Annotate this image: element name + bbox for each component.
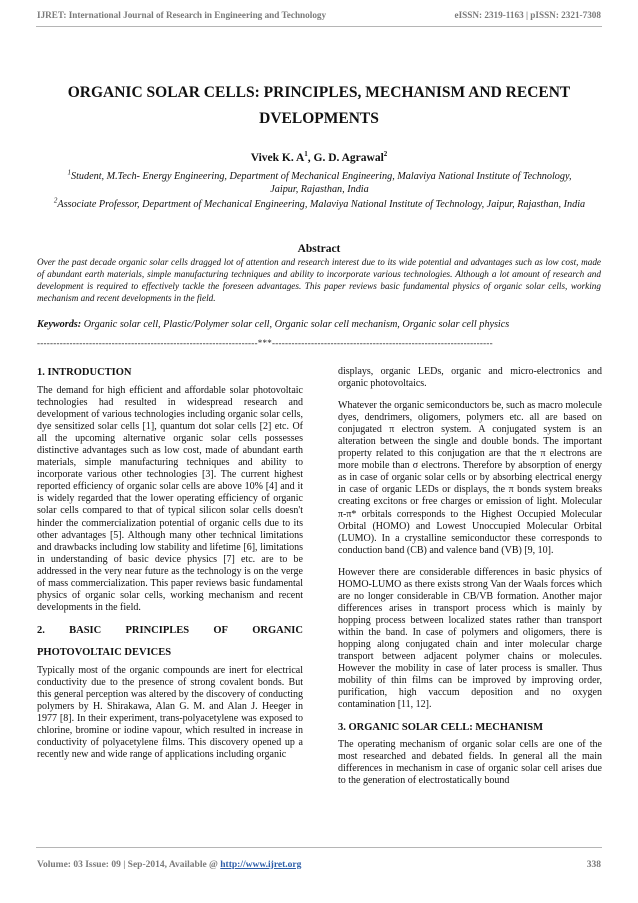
authors [0,152,638,164]
section-3-paragraph: The operating mechanism of organic solar cells are one of the most researched and debated fields. In general all the main differences in mechanism in case of organic solar cell arises due to the generation of electrostatically bound [338,739,602,787]
abstract-text: Over the past decade organic solar cells dragged lot of attention and research interest due to its wide potential and advantages such as low cost, made of abundant earth materials, simple manufacturing techniques and ability to incorporate various technologies. Although a lot amount of research and development is required to effectively tackle the foreseen advantages. This paper reviews basic fundamental physics of organic solar cells, working mechanism and recent developments in the field. [37,257,601,304]
section-2-heading-word: ORGANIC [252,624,303,636]
keywords [37,318,601,331]
footer-volume [37,860,301,870]
section-2-heading-line-2: PHOTOVOLTAIC DEVICES [37,646,172,658]
title-line-1: ORGANIC SOLAR CELLS: PRINCIPLES, MECHANISM AND RECENT [67,84,571,101]
footer-volume-text: Volume: 03 Issue: 09 | Sep-2014, Available @ [37,860,221,870]
author-1-sup: 1 [304,150,308,159]
section-1-paragraph: The demand for high efficient and affordable solar photovoltaic technologies had resulted in widespread research and development of various technologies including organic solar cells, dye sensitized solar cells [1], quantum dot solar cells [2] etc. Of all the upcoming alternative organic solar cells possesses distinctive advantages such as low cost, made of abundant earth materials, simple manufacturing techniques and ability to incorporate various other technologies [3]. The current highest reported efficiency of organic solar cells are above 10% [4] and it is widely regarded that the lower operating efficiency of organic solar cells compared to that of typical silicon solar cells doesn't hinder the commercialization potential of organic cells due to its other advantages [5]. Although many other technical limitations and drawbacks including low stability and lifetime [6], limitations in understanding of basic device physics [7] etc. are to be addressed in the very near future as the technology is on the verge of mass commercialization. This paper reviews basic fundamental physics of organic solar cells, working mechanism and recent developments in the field. [37,385,303,613]
affiliation-1-text: Student, M.Tech- Energy Engineering, Department of Mechanical Engineering, Malaviya National Institute of Technology, Jaipur, Rajasthan, India [70,171,572,195]
section-divider: --------------------------------------------------------------------***-------------------------------------------------------------------- [37,338,493,348]
keywords-text: Organic solar cell, Plastic/Polymer solar cell, Organic solar cell mechanism, Organic solar cell physics [81,319,510,330]
author-2: G. D. Agrawal [313,152,384,164]
section-2-heading-word: BASIC [69,624,102,636]
title-line-2: DVELOPMENTS [259,110,379,127]
section-1-heading: 1. INTRODUCTION [37,367,132,378]
right-column [338,366,602,797]
section-3-heading: 3. ORGANIC SOLAR CELL: MECHANISM [338,722,544,734]
paragraph-conjugated-systems: Whatever the organic semiconductors be, such as macro molecule dyes, dendrimers, oligomers, polymers etc. all are based on conjugated π electron system. A conjugated system is an alteration between the single and double bonds. The important property related to this conjugation are that the π electrons are more mobile than σ electrons. Therefore by absorption of energy as in case of organic solar cells or by absorbing electrical energy in case of organic LEDs or displays, the π bonds system breaks creating excitons or free charges or emission of light. Molecular π-π* orbitals corresponds to the Highest Occupied Molecular Orbital (HOMO) and Lowest Unoccupied Molecular Orbital (LUMO). In a crystalline semiconductor these corresponds to conduction band (CB) and valence band (VB) [9, 10]. [338,400,602,556]
paper-title [30,80,608,132]
affiliation-2 [48,198,591,211]
author-1: Vivek K. A [250,152,305,164]
header-rule [36,26,602,27]
author-separator: , [307,152,314,164]
journal-header: IJRET: International Journal of Research in Engineering and Technology [37,10,327,20]
footer-rule [36,847,602,848]
left-column [37,366,303,771]
keywords-label: Keywords: [37,319,82,330]
paragraph-homo-lumo: However there are considerable differences in basic physics of HOMO-LUMO as there exists strong Van der Waals forces which are no longer considerable in CB/VB formation. Another major differences arises in transport process which is mainly by hopping process between localized states rather than transport within the band. In case of polymers and oligomers, there is hopping along conjugated chain and inter molecular charge transport between adjacent polymer chains or molecules. However the mobility in case of later process is smaller. Thus mobility of thin films can be improved by improving order, purification, high vaccum deposition and no oxygen contamination [11, 12]. [338,566,602,711]
footer-link[interactable]: http://www.ijret.org [220,860,302,870]
issn-header: eISSN: 2319-1163 | pISSN: 2321-7308 [454,10,601,20]
section-2-heading-word: OF [213,624,228,636]
section-2-heading-line-1 [37,624,303,637]
page-number: 338 [586,860,601,870]
section-2-paragraph: Typically most of the organic compounds are inert for electrical conductivity due to the presence of strong covalent bonds. But this general perception was altered by the discovery of conducting polymers by H. Shirakawa, Alan G. M. and Alan J. Heeger in 1977 [8]. In their experiment, trans-polyacetylene was exposed to chlorine, bromine or iodine vapour, which resulted in increase in conductivity of polyacetylene films. This discovery opened up a recently new and wide range of applications including organic [37,664,303,761]
paragraph-displays: displays, organic LEDs, organic and micro-electronics and organic photovoltaics. [338,366,602,390]
affiliation-1-sup: 1 [67,168,71,177]
affiliation-2-text: Associate Professor, Department of Mechanical Engineering, Malaviya National Institute of Technology, Jaipur, Rajasthan, India [57,199,586,210]
author-2-sup: 2 [383,150,388,159]
affiliation-2-sup: 2 [53,196,58,205]
section-2-heading-word: 2. [37,624,45,636]
affiliation-1 [62,170,577,196]
section-2-heading-word: PRINCIPLES [125,624,190,636]
abstract-heading: Abstract [297,243,341,255]
